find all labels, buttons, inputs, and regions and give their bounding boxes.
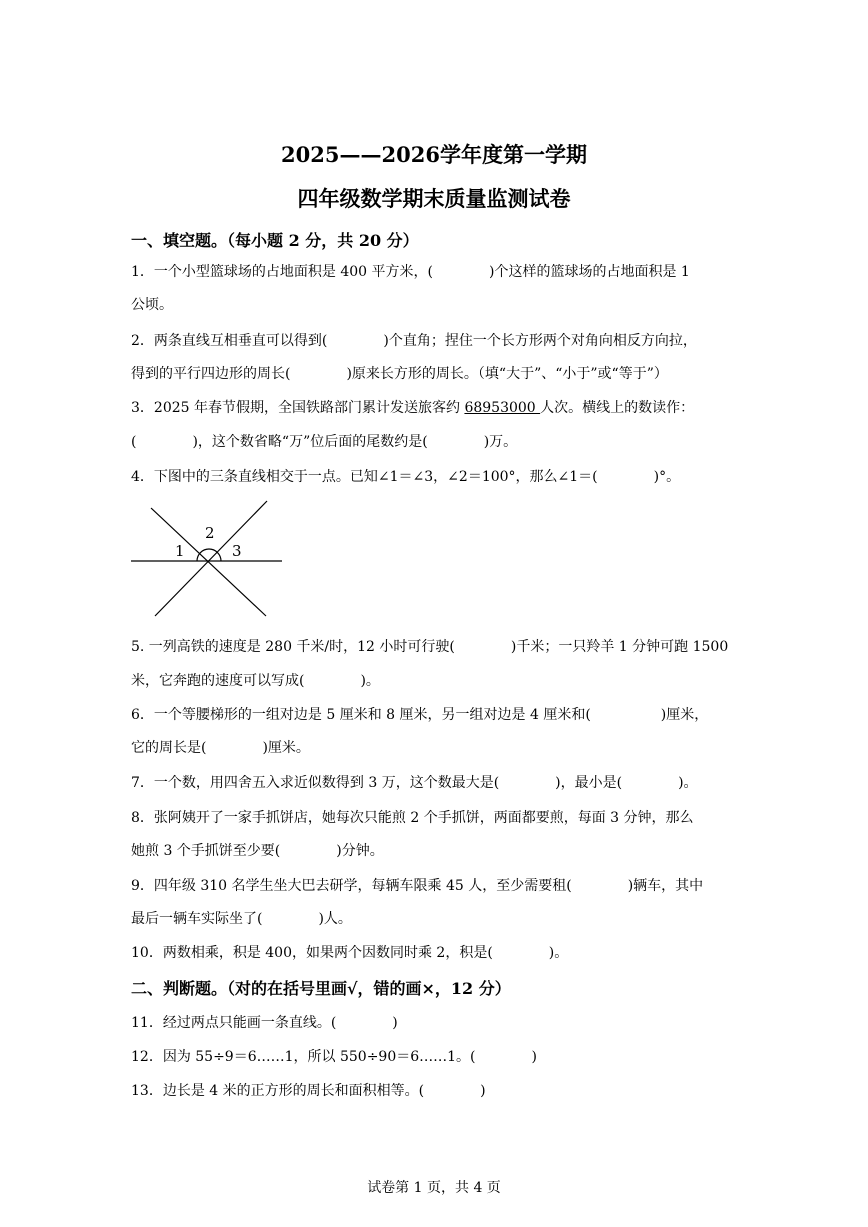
exam-title-year: 2025——2026学年度第一学期	[281, 142, 587, 167]
section-heading-fill-in: 一、填空题。（每小题 2 分，共 20 分）	[131, 231, 419, 250]
question-11-line: 11．经过两点只能画一条直线。( )	[131, 1015, 398, 1031]
question-3-line-1	[131, 398, 694, 418]
section-heading-true-false: 二、判断题。（对的在括号里画√，错的画×，12 分）	[131, 979, 511, 998]
question-13-line: 13．边长是 4 米的正方形的周长和面积相等。( )	[131, 1083, 486, 1099]
question-8-line-1: 8．张阿姨开了一家手抓饼店，她每次只能煎 2 个手抓饼，两面都要煎，每面 3 分钟，那么	[131, 810, 694, 826]
angle-label-1: 1	[175, 542, 185, 560]
page-footer: 试卷第 1 页，共 4 页	[367, 1180, 501, 1196]
question-3-line-2: ( )，这个数省略“万”位后面的尾数约是( )万。	[131, 434, 518, 450]
question-9-line-1: 9．四年级 310 名学生坐大巴去研学，每辆车限乘 45 人，至少需要租( )辆车，其中	[131, 878, 704, 894]
question-1-line-2: 公顷。	[131, 297, 173, 313]
question-10-line: 10．两数相乘，积是 400，如果两个因数同时乘 2，积是( )。	[131, 945, 569, 961]
question-5-line-2: 米，它奔跑的速度可以写成( )。	[131, 673, 380, 689]
question-3-text-pre: 3．2025 年春节假期，全国铁路部门累计发送旅客约	[131, 400, 465, 416]
question-12-line: 12．因为 55÷9＝6……1，所以 550÷90＝6……1。( )	[131, 1049, 537, 1065]
question-3-text-post: 人次。横线上的数读作：	[540, 400, 695, 416]
question-8-line-2: 她煎 3 个手抓饼至少要( )分钟。	[131, 843, 384, 859]
exam-title: 四年级数学期末质量监测试卷	[297, 186, 571, 211]
angle-label-2: 2	[205, 524, 215, 542]
question-3-underlined-number: 68953000	[464, 400, 541, 416]
angle-label-3: 3	[232, 542, 242, 560]
intersecting-lines-figure	[125, 498, 295, 627]
question-6-line-1: 6．一个等腰梯形的一组对边是 5 厘米和 8 厘米，另一组对边是 4 厘米和( )厘米，	[131, 707, 709, 723]
question-5-line-1: 5. 一列高铁的速度是 280 千米/时，12 小时可行驶( )千米；一只羚羊 1 分钟可跑 1500	[131, 639, 729, 655]
question-1-line-1: 1．一个小型篮球场的占地面积是 400 平方米，( )个这样的篮球场的占地面积是 1	[131, 264, 690, 280]
angle-diagram	[125, 498, 295, 623]
question-6-line-2: 它的周长是( )厘米。	[131, 740, 310, 756]
question-7-line: 7．一个数，用四舍五入求近似数得到 3 万，这个数最大是( )，最小是( )。	[131, 775, 698, 791]
question-2-line-2: 得到的平行四边形的周长( )原来长方形的周长。（填“大于”、“小于”或“等于”）	[131, 366, 668, 382]
question-4-line: 4．下图中的三条直线相交于一点。已知∠1＝∠3，∠2＝100°，那么∠1＝( )°。	[131, 469, 681, 485]
question-9-line-2: 最后一辆车实际坐了( )人。	[131, 911, 352, 927]
diagonal-line-up	[155, 501, 267, 616]
question-2-line-1: 2．两条直线互相垂直可以得到( )个直角；捏住一个长方形两个对角向相反方向拉，	[131, 333, 697, 349]
